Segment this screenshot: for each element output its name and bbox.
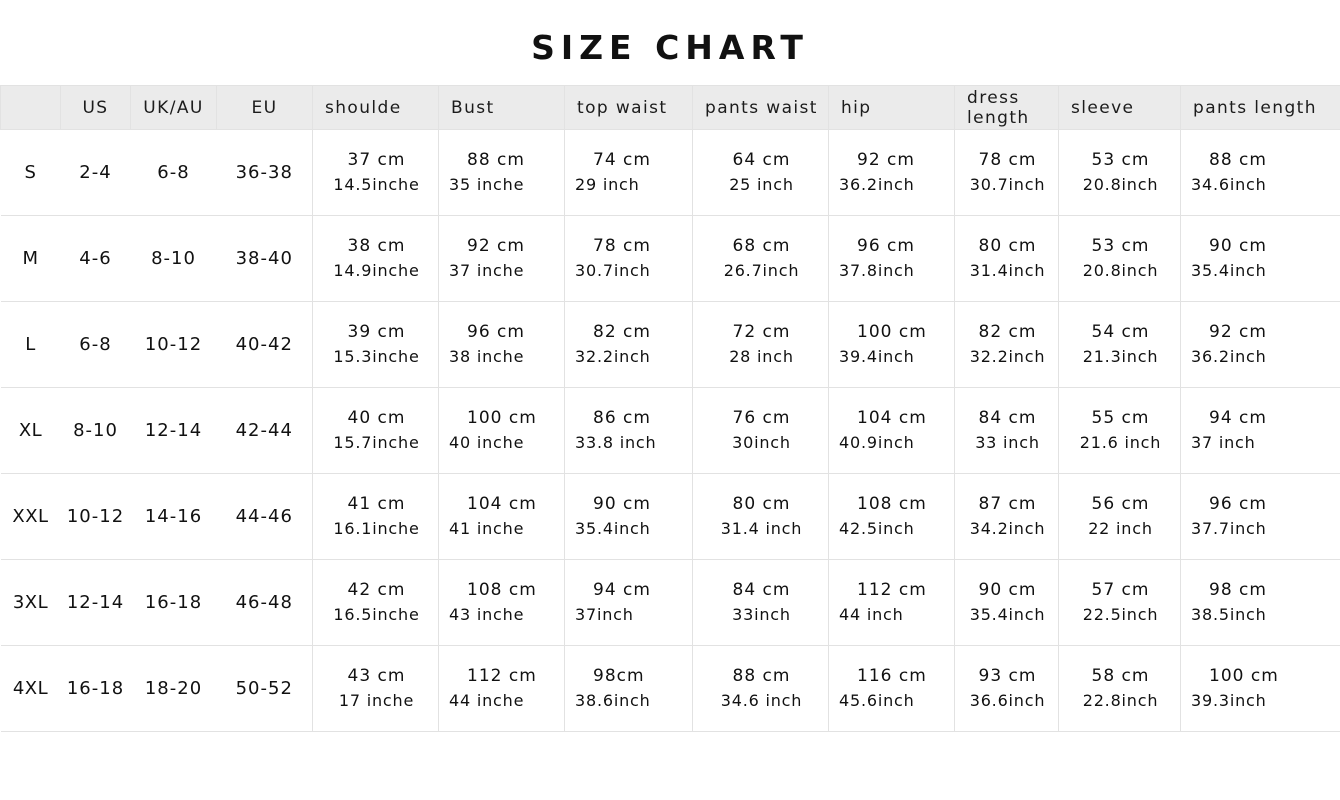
value-cm: 84 cm [732, 579, 791, 600]
measurement-group [565, 485, 692, 548]
cell-dress-length [955, 302, 1059, 388]
value-inch: 34.6 inch [720, 691, 803, 711]
value-inch: 37inch [575, 605, 634, 625]
cell-shoulder [313, 560, 439, 646]
cell-top-waist [565, 302, 693, 388]
value-cm: 112 cm [467, 665, 537, 686]
cell-sleeve [1059, 130, 1181, 216]
value-cm: 88 cm [1209, 149, 1267, 170]
cell-pants-length [1181, 302, 1340, 388]
value-inch: 31.4 inch [720, 519, 803, 539]
cell-shoulder [313, 216, 439, 302]
cell-dress-length [955, 216, 1059, 302]
measurement-group [565, 571, 692, 634]
cell-uk-au: 16-18 [131, 560, 217, 646]
cell-top-waist [565, 560, 693, 646]
measurement-group [439, 399, 564, 462]
value-cm: 55 cm [1091, 407, 1150, 428]
measurement-group [829, 571, 954, 634]
value-cm: 78 cm [978, 149, 1037, 170]
value-cm: 56 cm [1091, 493, 1150, 514]
value-inch: 36.2inch [1191, 347, 1267, 367]
value-cm: 90 cm [978, 579, 1037, 600]
cell-bust [439, 646, 565, 732]
cell-size: M [1, 216, 61, 302]
value-inch: 20.8inch [1082, 175, 1159, 195]
value-cm: 96 cm [467, 321, 525, 342]
value-cm: 96 cm [857, 235, 915, 256]
cell-uk-au: 18-20 [131, 646, 217, 732]
measurement-group [313, 399, 438, 462]
cell-pants-waist [693, 216, 829, 302]
measurement-group [1181, 571, 1340, 634]
value-cm: 88 cm [467, 149, 525, 170]
value-cm: 42 cm [347, 579, 406, 600]
value-cm: 100 cm [857, 321, 927, 342]
cell-pants-length [1181, 216, 1340, 302]
value-inch: 39.4inch [839, 347, 915, 367]
measurement-group [565, 313, 692, 376]
value-inch: 21.6 inch [1079, 433, 1162, 453]
value-inch: 36.6inch [969, 691, 1046, 711]
cell-hip [829, 388, 955, 474]
measurement-group [439, 313, 564, 376]
value-cm: 104 cm [857, 407, 927, 428]
cell-pants-length [1181, 130, 1340, 216]
column-header-hip: hip [829, 86, 955, 130]
cell-shoulder [313, 302, 439, 388]
cell-pants-waist [693, 560, 829, 646]
value-inch: 15.3inche [333, 347, 420, 367]
cell-top-waist [565, 474, 693, 560]
cell-dress-length [955, 646, 1059, 732]
cell-shoulder [313, 474, 439, 560]
measurement-group [955, 399, 1058, 462]
column-header-us: US [61, 86, 131, 130]
column-header-uk-au: UK/AU [131, 86, 217, 130]
cell-shoulder [313, 388, 439, 474]
measurement-group [439, 657, 564, 720]
value-inch: 30.7inch [575, 261, 651, 281]
table-row [1, 130, 1340, 216]
measurement-group [439, 571, 564, 634]
value-cm: 76 cm [732, 407, 791, 428]
measurement-group [565, 227, 692, 290]
cell-pants-waist [693, 646, 829, 732]
value-inch: 36.2inch [839, 175, 915, 195]
value-cm: 94 cm [593, 579, 651, 600]
value-inch: 38.5inch [1191, 605, 1267, 625]
cell-bust [439, 388, 565, 474]
measurement-group [693, 141, 828, 204]
measurement-group [693, 227, 828, 290]
cell-dress-length [955, 130, 1059, 216]
value-cm: 108 cm [467, 579, 537, 600]
measurement-group [955, 571, 1058, 634]
measurement-group [829, 399, 954, 462]
value-cm: 84 cm [978, 407, 1037, 428]
measurement-group [439, 485, 564, 548]
cell-eu: 42-44 [217, 388, 313, 474]
cell-sleeve [1059, 474, 1181, 560]
value-cm: 40 cm [347, 407, 406, 428]
value-cm: 53 cm [1091, 235, 1150, 256]
value-cm: 43 cm [347, 665, 406, 686]
measurement-group [1059, 485, 1180, 548]
measurement-group [1181, 227, 1340, 290]
value-inch: 43 inche [449, 605, 525, 625]
measurement-group [313, 657, 438, 720]
value-cm: 87 cm [978, 493, 1037, 514]
measurement-group [829, 485, 954, 548]
value-inch: 37 inch [1191, 433, 1256, 453]
cell-hip [829, 302, 955, 388]
value-inch: 42.5inch [839, 519, 915, 539]
measurement-group [693, 571, 828, 634]
cell-top-waist [565, 388, 693, 474]
cell-sleeve [1059, 302, 1181, 388]
measurement-group [313, 571, 438, 634]
value-inch: 34.2inch [969, 519, 1046, 539]
value-inch: 45.6inch [839, 691, 915, 711]
cell-dress-length [955, 474, 1059, 560]
value-cm: 104 cm [467, 493, 537, 514]
value-cm: 38 cm [347, 235, 406, 256]
cell-top-waist [565, 216, 693, 302]
page-title: SIZE CHART [531, 28, 809, 67]
value-cm: 100 cm [467, 407, 537, 428]
table-body [1, 130, 1340, 732]
value-cm: 80 cm [978, 235, 1037, 256]
cell-hip [829, 474, 955, 560]
value-cm: 57 cm [1091, 579, 1150, 600]
cell-size: L [1, 302, 61, 388]
table-row [1, 216, 1340, 302]
measurement-group [565, 141, 692, 204]
cell-size: 3XL [1, 560, 61, 646]
measurement-group [1181, 141, 1340, 204]
value-cm: 98 cm [1209, 579, 1267, 600]
cell-us: 16-18 [61, 646, 131, 732]
value-inch: 35.4inch [575, 519, 651, 539]
cell-sleeve [1059, 388, 1181, 474]
cell-eu: 40-42 [217, 302, 313, 388]
value-cm: 80 cm [732, 493, 791, 514]
value-cm: 92 cm [1209, 321, 1267, 342]
value-cm: 116 cm [857, 665, 927, 686]
measurement-group [693, 657, 828, 720]
value-inch: 35.4inch [1191, 261, 1267, 281]
table-row [1, 646, 1340, 732]
value-inch: 29 inch [575, 175, 640, 195]
value-cm: 93 cm [978, 665, 1037, 686]
header-row [1, 86, 1340, 130]
cell-sleeve [1059, 560, 1181, 646]
measurement-group [955, 227, 1058, 290]
value-cm: 58 cm [1091, 665, 1150, 686]
measurement-group [693, 313, 828, 376]
column-header-shoulder: shoulde [313, 86, 439, 130]
cell-hip [829, 216, 955, 302]
measurement-group [1181, 657, 1340, 720]
cell-hip [829, 560, 955, 646]
value-inch: 30.7inch [969, 175, 1046, 195]
table-row [1, 388, 1340, 474]
value-inch: 39.3inch [1191, 691, 1267, 711]
measurement-group [955, 657, 1058, 720]
value-inch: 44 inch [839, 605, 904, 625]
cell-us: 4-6 [61, 216, 131, 302]
value-inch: 22.5inch [1082, 605, 1159, 625]
cell-shoulder [313, 130, 439, 216]
value-inch: 41 inche [449, 519, 525, 539]
value-cm: 41 cm [347, 493, 406, 514]
column-header-pants-waist: pants waist [693, 86, 829, 130]
value-inch: 33inch [732, 605, 791, 625]
measurement-group [693, 399, 828, 462]
value-cm: 74 cm [593, 149, 651, 170]
value-inch: 35.4inch [969, 605, 1046, 625]
column-header-pants-length: pants length [1181, 86, 1340, 130]
column-header-dress-length: dress length [955, 86, 1059, 130]
measurement-group [1059, 399, 1180, 462]
value-inch: 34.6inch [1191, 175, 1267, 195]
cell-shoulder [313, 646, 439, 732]
value-cm: 82 cm [978, 321, 1037, 342]
cell-bust [439, 216, 565, 302]
value-cm: 92 cm [467, 235, 525, 256]
cell-eu: 38-40 [217, 216, 313, 302]
cell-top-waist [565, 130, 693, 216]
measurement-group [1059, 571, 1180, 634]
value-inch: 14.9inche [333, 261, 420, 281]
measurement-group [439, 141, 564, 204]
cell-pants-waist [693, 474, 829, 560]
value-cm: 72 cm [732, 321, 791, 342]
cell-dress-length [955, 388, 1059, 474]
value-inch: 20.8inch [1082, 261, 1159, 281]
measurement-group [313, 485, 438, 548]
cell-sleeve [1059, 216, 1181, 302]
column-header-sleeve: sleeve [1059, 86, 1181, 130]
cell-size: 4XL [1, 646, 61, 732]
value-inch: 38 inche [449, 347, 525, 367]
value-inch: 28 inch [729, 347, 794, 367]
value-cm: 92 cm [857, 149, 915, 170]
value-inch: 40.9inch [839, 433, 915, 453]
measurement-group [313, 227, 438, 290]
measurement-group [955, 313, 1058, 376]
cell-pants-length [1181, 388, 1340, 474]
value-cm: 64 cm [732, 149, 791, 170]
cell-bust [439, 560, 565, 646]
value-inch: 30inch [732, 433, 791, 453]
value-inch: 40 inche [449, 433, 525, 453]
measurement-group [439, 227, 564, 290]
cell-us: 10-12 [61, 474, 131, 560]
cell-pants-length [1181, 560, 1340, 646]
measurement-group [313, 313, 438, 376]
value-cm: 53 cm [1091, 149, 1150, 170]
cell-size: S [1, 130, 61, 216]
value-cm: 112 cm [857, 579, 927, 600]
value-cm: 90 cm [1209, 235, 1267, 256]
cell-pants-waist [693, 302, 829, 388]
table-row [1, 474, 1340, 560]
measurement-group [829, 657, 954, 720]
measurement-group [1059, 313, 1180, 376]
cell-pants-waist [693, 130, 829, 216]
value-cm: 98cm [593, 665, 645, 686]
value-inch: 32.2inch [969, 347, 1046, 367]
cell-eu: 46-48 [217, 560, 313, 646]
column-header-bust: Bust [439, 86, 565, 130]
cell-uk-au: 8-10 [131, 216, 217, 302]
cell-size: XXL [1, 474, 61, 560]
value-inch: 33 inch [975, 433, 1040, 453]
value-cm: 68 cm [732, 235, 791, 256]
column-header-eu: EU [217, 86, 313, 130]
table-row [1, 560, 1340, 646]
cell-eu: 50-52 [217, 646, 313, 732]
value-cm: 108 cm [857, 493, 927, 514]
cell-uk-au: 6-8 [131, 130, 217, 216]
value-cm: 39 cm [347, 321, 406, 342]
measurement-group [565, 657, 692, 720]
cell-pants-waist [693, 388, 829, 474]
measurement-group [1181, 399, 1340, 462]
value-inch: 16.1inche [333, 519, 420, 539]
table-header [1, 86, 1340, 130]
cell-us: 8-10 [61, 388, 131, 474]
table-row [1, 302, 1340, 388]
measurement-group [829, 141, 954, 204]
value-inch: 31.4inch [969, 261, 1046, 281]
cell-top-waist [565, 646, 693, 732]
value-inch: 26.7inch [723, 261, 800, 281]
value-cm: 37 cm [347, 149, 406, 170]
measurement-group [1181, 313, 1340, 376]
cell-eu: 36-38 [217, 130, 313, 216]
measurement-group [1059, 227, 1180, 290]
value-inch: 37.7inch [1191, 519, 1267, 539]
value-cm: 86 cm [593, 407, 651, 428]
value-inch: 25 inch [729, 175, 794, 195]
value-inch: 44 inche [449, 691, 525, 711]
measurement-group [1059, 141, 1180, 204]
cell-us: 6-8 [61, 302, 131, 388]
measurement-group [693, 485, 828, 548]
measurement-group [955, 141, 1058, 204]
measurement-group [829, 227, 954, 290]
value-inch: 22.8inch [1082, 691, 1159, 711]
cell-us: 12-14 [61, 560, 131, 646]
measurement-group [829, 313, 954, 376]
measurement-group [955, 485, 1058, 548]
value-inch: 37 inche [449, 261, 525, 281]
cell-hip [829, 646, 955, 732]
column-header-size [1, 86, 61, 130]
value-cm: 100 cm [1209, 665, 1279, 686]
cell-pants-length [1181, 474, 1340, 560]
value-cm: 94 cm [1209, 407, 1267, 428]
value-inch: 21.3inch [1082, 347, 1159, 367]
measurement-group [313, 141, 438, 204]
value-inch: 16.5inche [333, 605, 420, 625]
value-cm: 78 cm [593, 235, 651, 256]
cell-hip [829, 130, 955, 216]
cell-bust [439, 130, 565, 216]
measurement-group [565, 399, 692, 462]
value-inch: 33.8 inch [575, 433, 657, 453]
value-cm: 54 cm [1091, 321, 1150, 342]
value-inch: 17 inche [338, 691, 415, 711]
value-inch: 35 inche [449, 175, 525, 195]
size-chart-table [0, 85, 1340, 732]
value-cm: 90 cm [593, 493, 651, 514]
cell-eu: 44-46 [217, 474, 313, 560]
cell-bust [439, 474, 565, 560]
cell-uk-au: 14-16 [131, 474, 217, 560]
cell-pants-length [1181, 646, 1340, 732]
value-cm: 88 cm [732, 665, 791, 686]
measurement-group [1059, 657, 1180, 720]
measurement-group [1181, 485, 1340, 548]
cell-us: 2-4 [61, 130, 131, 216]
value-inch: 38.6inch [575, 691, 651, 711]
value-inch: 15.7inche [333, 433, 420, 453]
value-inch: 32.2inch [575, 347, 651, 367]
value-cm: 96 cm [1209, 493, 1267, 514]
column-header-top-waist: top waist [565, 86, 693, 130]
value-inch: 22 inch [1088, 519, 1153, 539]
value-inch: 14.5inche [333, 175, 420, 195]
cell-uk-au: 10-12 [131, 302, 217, 388]
cell-bust [439, 302, 565, 388]
cell-dress-length [955, 560, 1059, 646]
value-inch: 37.8inch [839, 261, 915, 281]
value-cm: 82 cm [593, 321, 651, 342]
cell-size: XL [1, 388, 61, 474]
cell-sleeve [1059, 646, 1181, 732]
cell-uk-au: 12-14 [131, 388, 217, 474]
